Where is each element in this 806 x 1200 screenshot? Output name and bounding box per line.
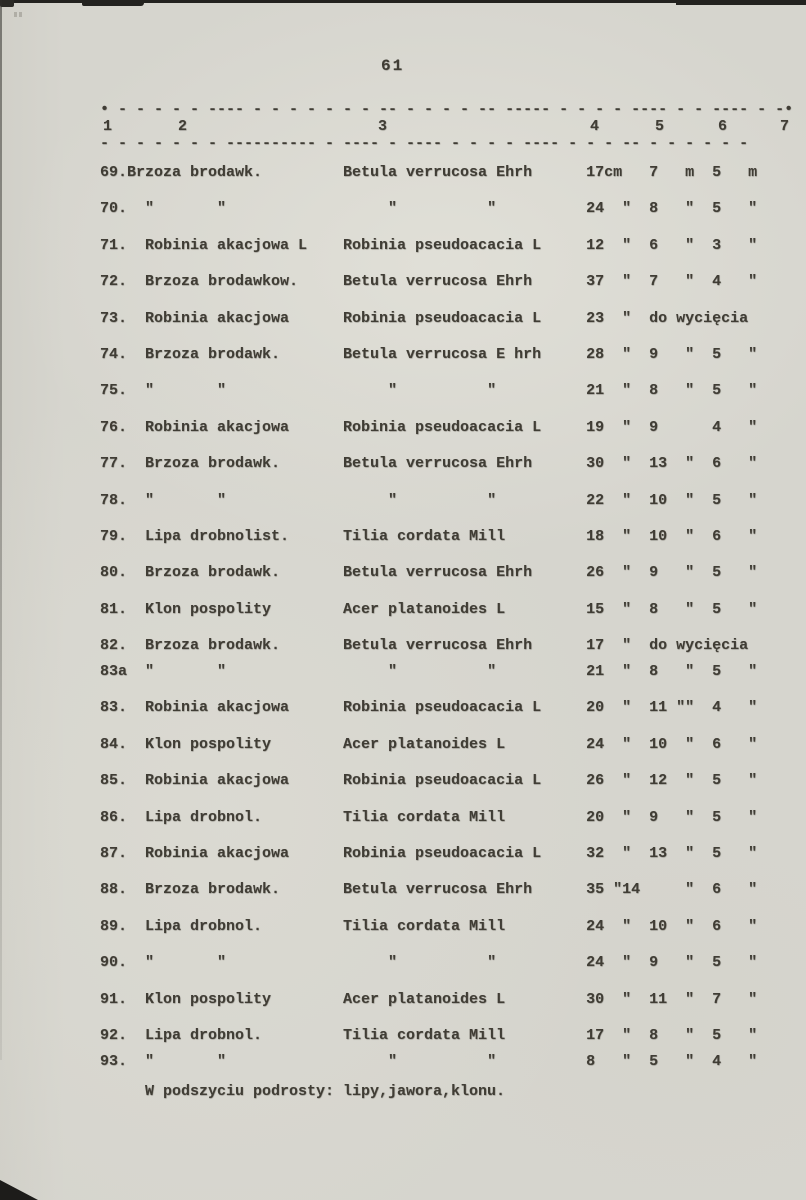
- table-row: 79. Lipa drobnolist. Tilia cordata Mill 18 " 10 " 6 ": [100, 528, 758, 545]
- table-row: 76. Robinia akacjowa Robinia pseudoacacia L 19 " 9 4 ": [100, 419, 758, 436]
- table-row: 75. " " " " 21 " 8 " 5 ": [100, 382, 758, 399]
- table-row: 74. Brzoza brodawk. Betula verrucosa E hrh 28 " 9 " 5 ": [100, 346, 758, 363]
- table-row: 92. Lipa drobnol. Tilia cordata Mill 17 " 8 " 5 ": [100, 1027, 758, 1044]
- scan-artifact-top-left-blob: [0, 0, 14, 7]
- table-row: 88. Brzoza brodawk. Betula verrucosa Ehrh 35 "14 " 6 ": [100, 881, 758, 898]
- footer-note: W podszyciu podrosty: lipy,jawora,klonu.: [145, 1083, 506, 1100]
- table-row: 93. " " " " 8 " 5 " 4 ": [100, 1053, 758, 1070]
- scan-artifact-speck: [19, 12, 22, 17]
- table-row: 81. Klon pospolity Acer platanoides L 15 " 8 " 5 ": [100, 601, 758, 618]
- ruler-top-dashes: • - - - - - ---- - - - - - - - -- - - - - -- ----- - - - - ---- - - ---- - -•: [100, 101, 794, 118]
- table-row: 90. " " " " 24 " 9 " 5 ": [100, 954, 758, 971]
- scan-artifact-top-right-edge: [676, 0, 806, 5]
- table-row: 82. Brzoza brodawk. Betula verrucosa Ehrh 17 " do wycięcia: [100, 637, 749, 654]
- column-number: 2: [178, 118, 188, 135]
- table-row: 77. Brzoza brodawk. Betula verrucosa Ehrh 30 " 13 " 6 ": [100, 455, 758, 472]
- scan-artifact-top-edge-blob: [82, 0, 144, 6]
- column-number: 6: [718, 118, 728, 135]
- table-row: 78. " " " " 22 " 10 " 5 ": [100, 492, 758, 509]
- table-row: 89. Lipa drobnol. Tilia cordata Mill 24 " 10 " 6 ": [100, 918, 758, 935]
- column-number: 7: [780, 118, 790, 135]
- table-row: 73. Robinia akacjowa Robinia pseudoacacia L 23 " do wycięcia: [100, 310, 749, 327]
- table-row: 71. Robinia akacjowa L Robinia pseudoacacia L 12 " 6 " 3 ": [100, 237, 758, 254]
- table-row: 83. Robinia akacjowa Robinia pseudoacacia L 20 " 11 "" 4 ": [100, 699, 758, 716]
- table-row: 85. Robinia akacjowa Robinia pseudoacacia L 26 " 12 " 5 ": [100, 772, 758, 789]
- table-row: 86. Lipa drobnol. Tilia cordata Mill 20 " 9 " 5 ": [100, 809, 758, 826]
- table-row: 80. Brzoza brodawk. Betula verrucosa Ehrh 26 " 9 " 5 ": [100, 564, 758, 581]
- column-number: 1: [103, 118, 113, 135]
- column-number: 3: [378, 118, 388, 135]
- table-row: 84. Klon pospolity Acer platanoides L 24 " 10 " 6 ": [100, 736, 758, 753]
- table-row: 91. Klon pospolity Acer platanoides L 30 " 11 " 7 ": [100, 991, 758, 1008]
- scan-artifact-speck: [14, 12, 17, 17]
- table-row: 70. " " " " 24 " 8 " 5 ": [100, 200, 758, 217]
- scan-artifact-left-edge-line: [0, 0, 2, 1060]
- ruler-bottom-dashes: - - - - - - - ---------- - ---- - ---- - - - - ---- - - - -- - - - - - -: [100, 135, 749, 152]
- column-number: 4: [590, 118, 600, 135]
- scan-artifact-corner-wedge: [0, 1180, 38, 1200]
- table-row: 72. Brzoza brodawkow. Betula verrucosa Ehrh 37 " 7 " 4 ": [100, 273, 758, 290]
- table-row: 87. Robinia akacjowa Robinia pseudoacacia L 32 " 13 " 5 ": [100, 845, 758, 862]
- page-number: 61: [381, 57, 405, 75]
- table-row: 83a " " " " 21 " 8 " 5 ": [100, 663, 758, 680]
- table-row: 69.Brzoza brodawk. Betula verrucosa Ehrh 17cm 7 m 5 m: [100, 164, 758, 181]
- column-number: 5: [655, 118, 665, 135]
